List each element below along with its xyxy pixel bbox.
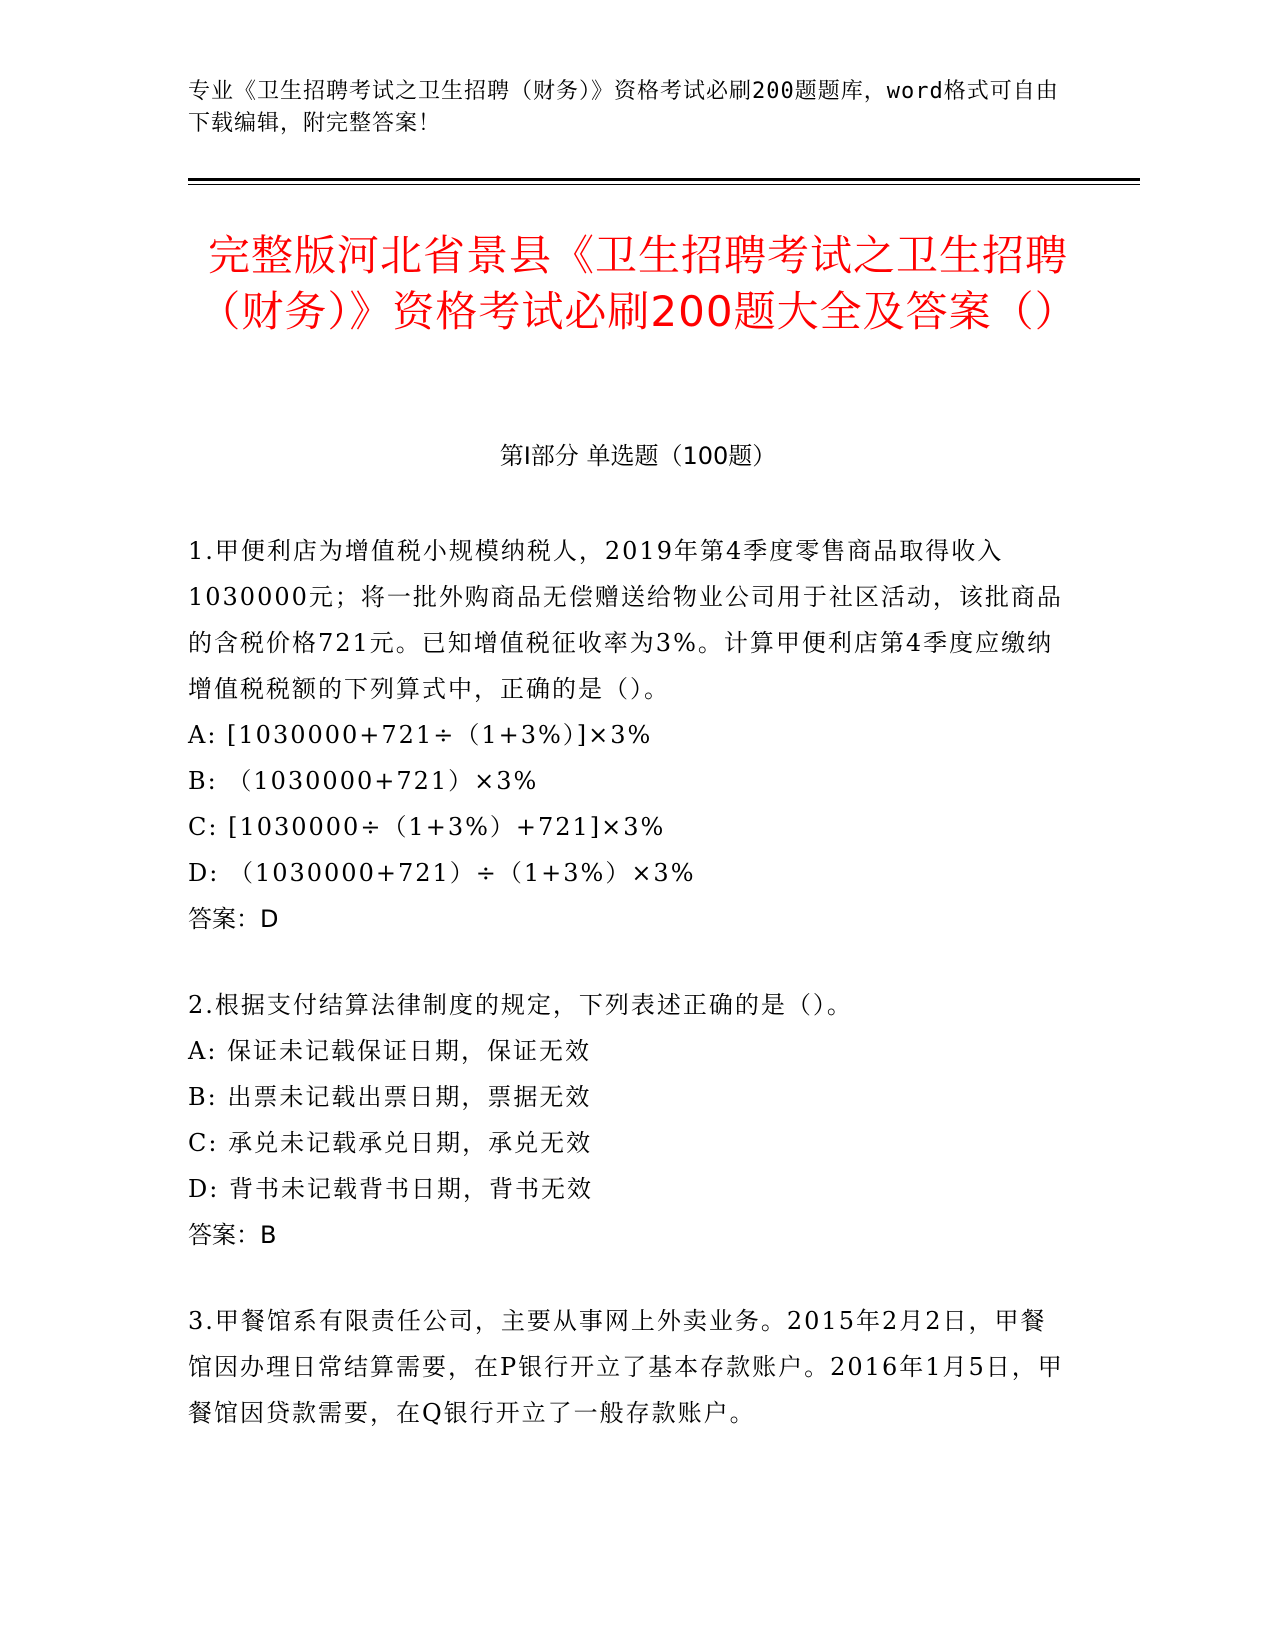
section-title: 第Ⅰ部分 单选题（100题）: [499, 442, 777, 470]
header-divider-thick: [188, 178, 1140, 181]
question-list: [188, 528, 1068, 1476]
option-b: B: （1030000+721）×3%: [188, 767, 539, 795]
option-d: D: 背书未记载背书日期，背书无效: [188, 1175, 593, 1203]
question-text: 2.根据支付结算法律制度的规定，下列表述正确的是（）。: [188, 991, 853, 1019]
option-c: C: 承兑未记载承兑日期，承兑无效: [188, 1129, 593, 1157]
question-text: 1.甲便利店为增值税小规模纳税人，2019年第4季度零售商品取得收入1030000元；将一批外购商品无偿赠送给物业公司用于社区活动，该批商品的含税价格721元。已知增值税征收率为3%。计算甲便利店第4季度应缴纳增值税税额的下列算式中，正确的是（）。: [188, 537, 1063, 703]
option-b: B: 出票未记载出票日期，票据无效: [188, 1083, 592, 1111]
option-c: C: [1030000÷（1+3%）+721]×3%: [188, 813, 666, 841]
header-note: 专业《卫生招聘考试之卫生招聘（财务）》资格考试必刷200题题库，word格式可自由下载编辑，附完整答案！: [188, 79, 1059, 136]
question-3: [188, 1298, 1068, 1436]
question-2: [188, 982, 1068, 1258]
question-text: 3.甲餐馆系有限责任公司，主要从事网上外卖业务。2015年2月2日，甲餐馆因办理日常结算需要，在P银行开立了基本存款账户。2016年1月5日，甲餐馆因贷款需要，在Q银行开立了一般存款账户。: [188, 1307, 1064, 1427]
document-title: 完整版河北省景县《卫生招聘考试之卫生招聘（财务）》资格考试必刷200题大全及答案（）: [198, 231, 1078, 336]
option-a: A: 保证未记载保证日期，保证无效: [188, 1037, 592, 1065]
header-divider-thin: [188, 184, 1140, 185]
answer: 答案：D: [188, 905, 279, 933]
option-a: A: [1030000+721÷（1+3%）]×3%: [188, 721, 653, 749]
answer: 答案：B: [188, 1221, 277, 1249]
question-1: [188, 528, 1068, 942]
option-d: D: （1030000+721）÷（1+3%）×3%: [188, 859, 696, 887]
